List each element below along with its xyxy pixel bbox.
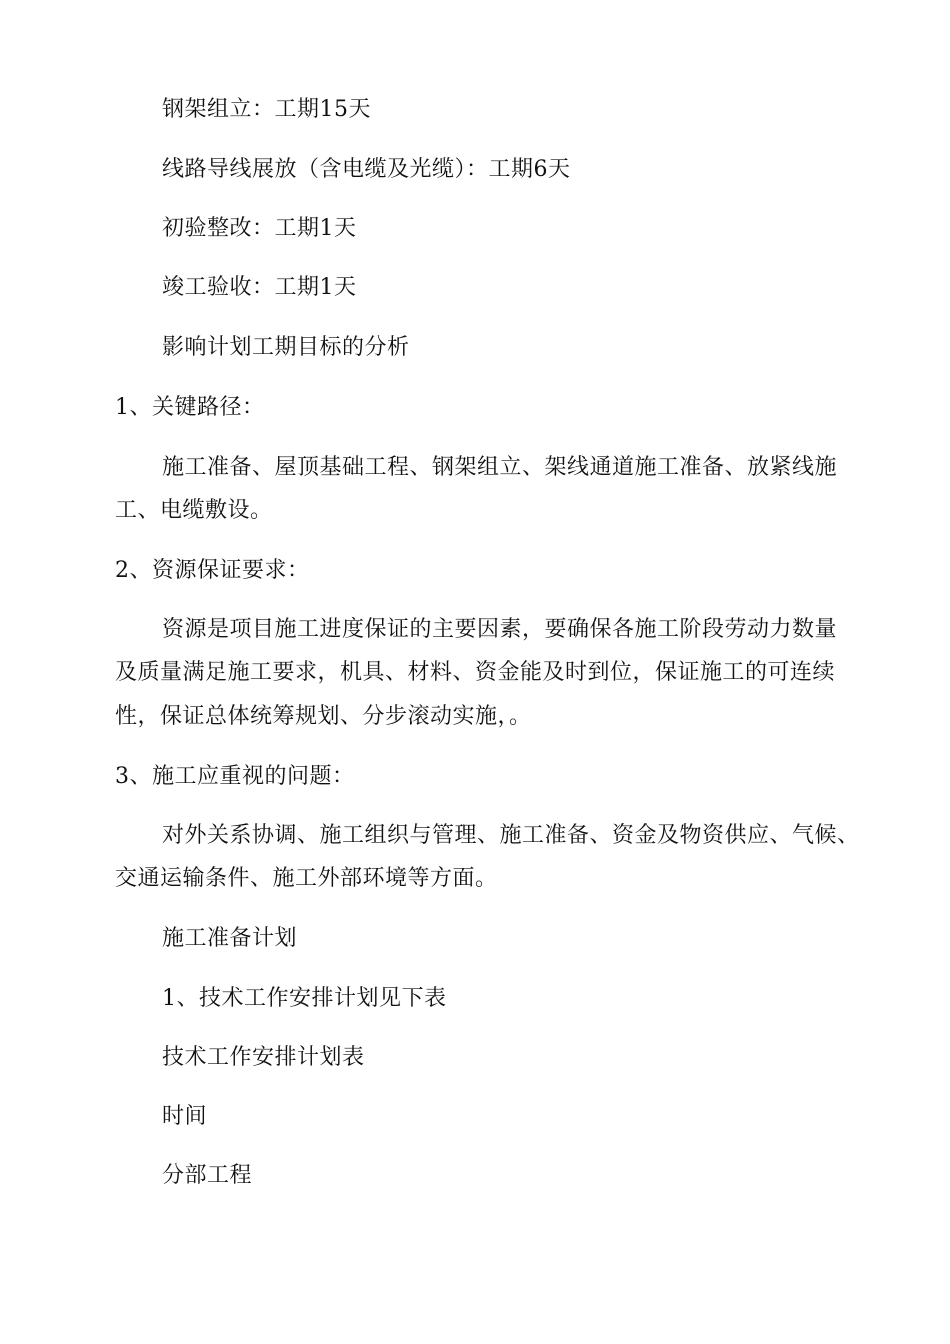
section2-body-line: 资源是项目施工进度保证的主要因素，要确保各施工阶段劳动力数量 <box>162 617 838 642</box>
section2-heading: 2、资源保证要求： <box>115 558 310 583</box>
section1-body-line: 工、电缆敷设。 <box>115 498 273 523</box>
section3-heading: 3、施工应重视的问题： <box>115 764 355 789</box>
table-column-time: 时间 <box>162 1104 208 1129</box>
schedule-item-wire-laying: 线路导线展放（含电缆及光缆）：工期6天 <box>162 157 571 182</box>
table-column-subproject: 分部工程 <box>162 1163 253 1188</box>
prep-plan-item: 1、技术工作安排计划见下表 <box>162 986 447 1011</box>
section1-body-line: 施工准备、屋顶基础工程、钢架组立、架线通道施工准备、放紧线施 <box>162 455 838 480</box>
section1-heading: 1、关键路径： <box>115 395 265 420</box>
prep-plan-heading: 施工准备计划 <box>162 926 298 951</box>
schedule-item-rectification: 初验整改：工期1天 <box>162 216 357 241</box>
analysis-heading: 影响计划工期目标的分析 <box>162 335 410 360</box>
section3-body-line: 交通运输条件、施工外部环境等方面。 <box>115 866 498 891</box>
schedule-item-steel-frame: 钢架组立：工期15天 <box>162 97 371 122</box>
table-title: 技术工作安排计划表 <box>162 1045 365 1070</box>
section2-body-line: 性，保证总体统筹规划、分步滚动实施，。 <box>115 704 532 729</box>
section3-body-line: 对外关系协调、施工组织与管理、施工准备、资金及物资供应、气候、 <box>162 823 860 848</box>
schedule-item-acceptance: 竣工验收：工期1天 <box>162 275 357 300</box>
section2-body-line: 及质量满足施工要求，机具、材料、资金能及时到位，保证施工的可连续 <box>115 660 836 685</box>
